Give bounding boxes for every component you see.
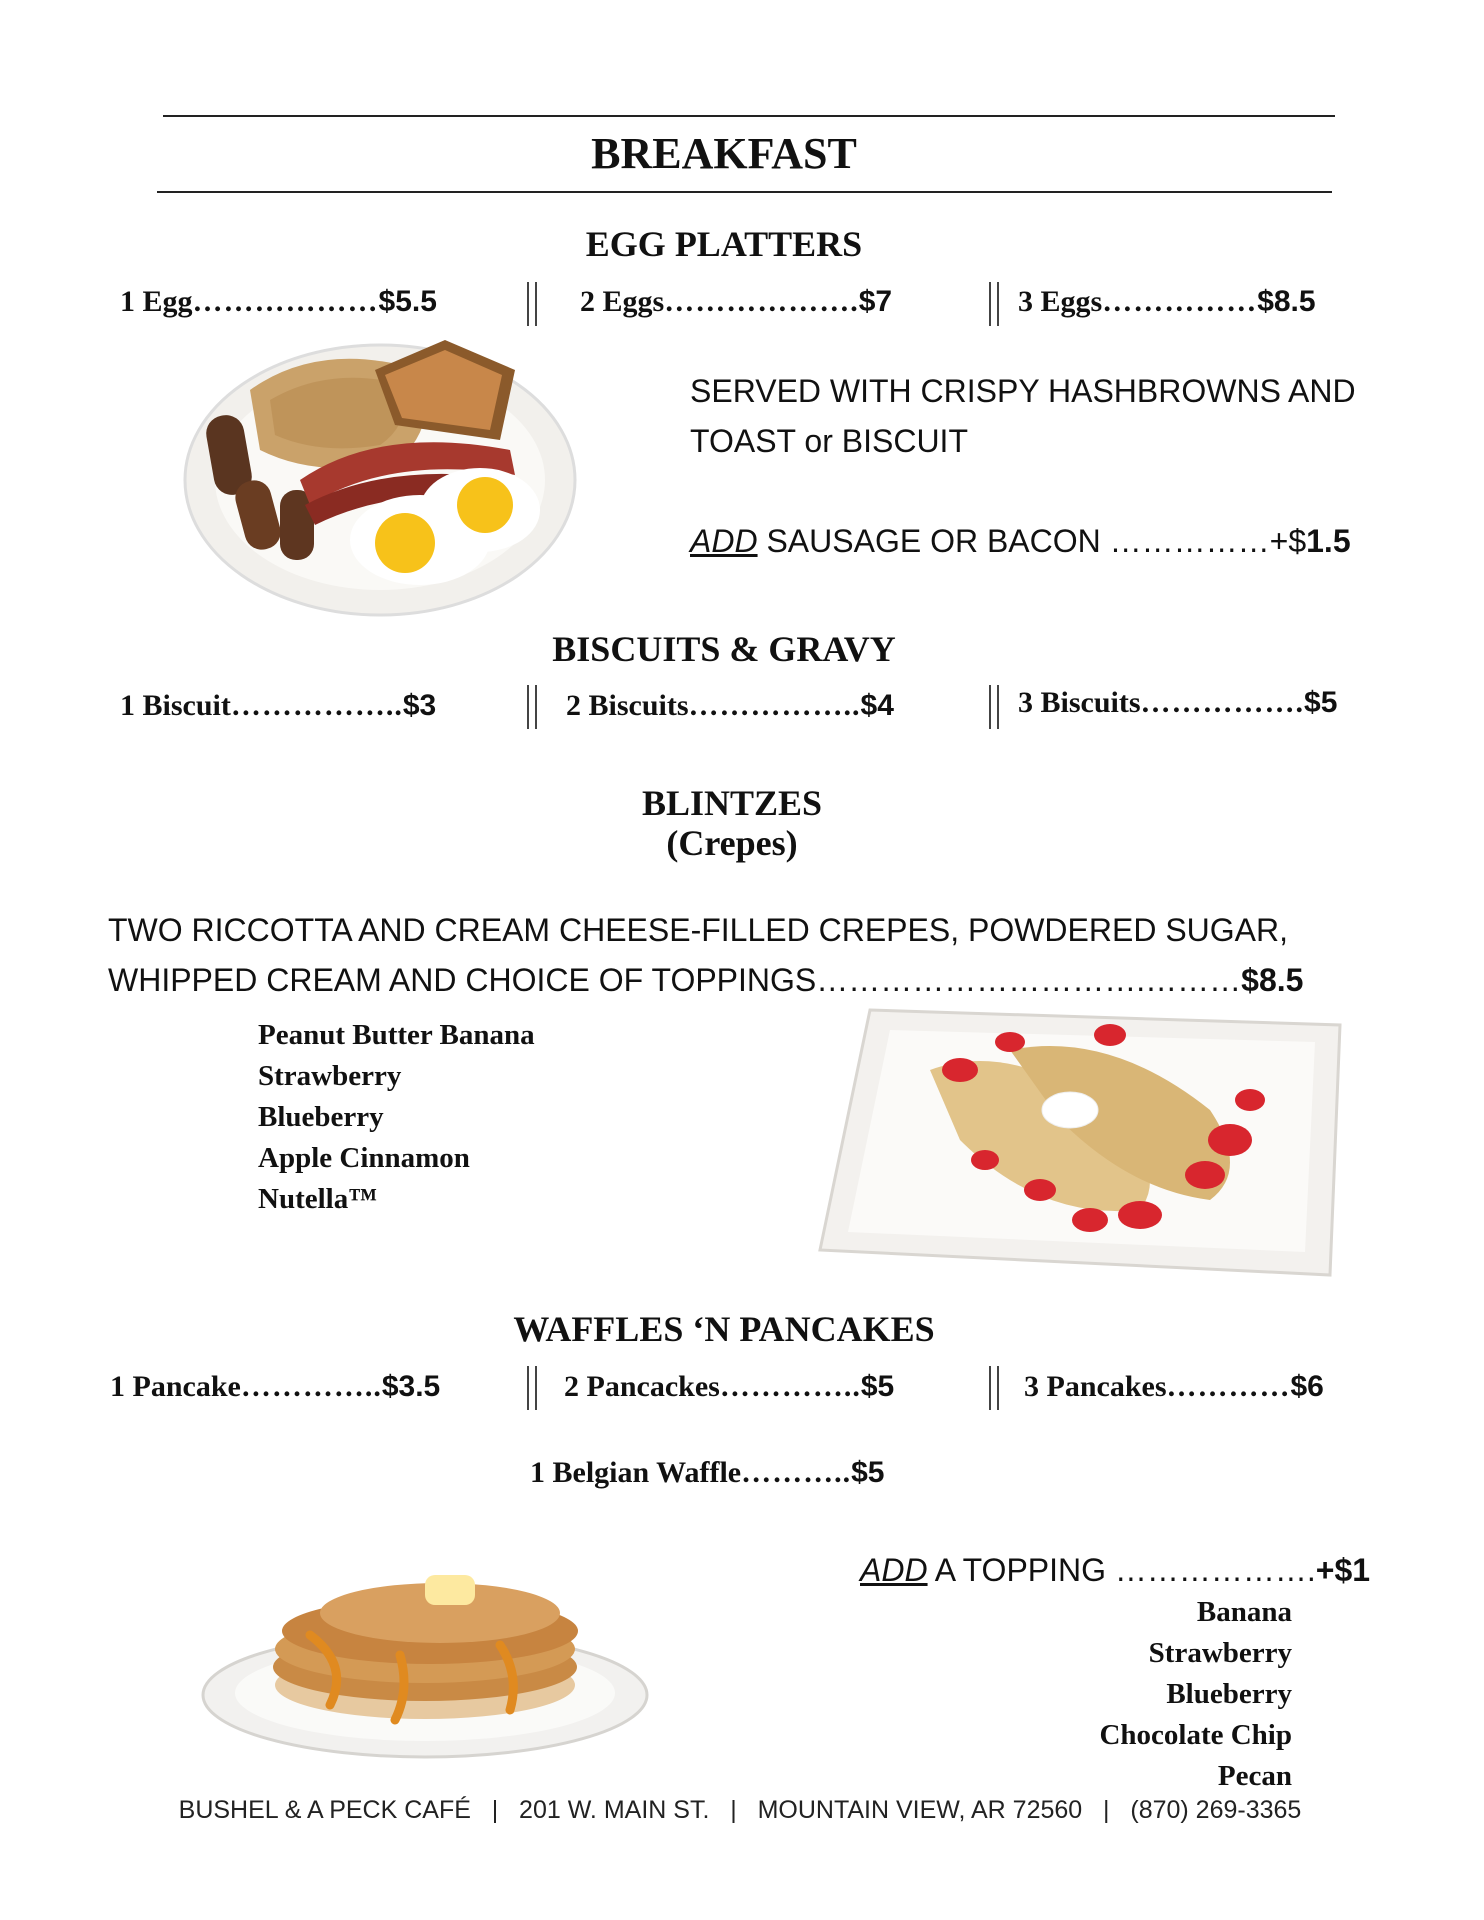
column-separator xyxy=(527,685,537,729)
pancakes-photo xyxy=(200,1545,660,1765)
blintzes-toppings-list xyxy=(258,1015,535,1220)
price-item-2-pancakes: 2 Pancackes…………..$5 xyxy=(564,1370,895,1403)
list-item: Banana xyxy=(1196,1596,1292,1628)
price-item-1-pancake: 1 Pancake…………..$3.5 xyxy=(110,1370,441,1403)
footer-address: BUSHEL & A PECK CAFÉ | 201 W. MAIN ST. | MOUNTAIN VIEW, AR 72560 | (870) 269-3365 xyxy=(178,1796,1302,1824)
price-item-3-eggs: 3 Eggs……………$8.5 xyxy=(1018,285,1316,318)
egg-platters-title: EGG PLATTERS xyxy=(585,224,863,264)
blintzes-description: TWO RICCOTTA AND CREAM CHEESE-FILLED CREPES, POWDERED SUGAR, WHIPPED CREAM AND CHOICE OF TOPPINGS………………………….………$8.5 xyxy=(108,912,1304,998)
waffles-pancakes-title: WAFFLES ‘N PANCAKES xyxy=(513,1309,935,1349)
egg-platter-photo xyxy=(180,330,600,630)
price-item-2-eggs: 2 Eggs……………….$7 xyxy=(580,285,893,318)
price-item-1-egg: 1 Egg………………$5.5 xyxy=(120,285,437,318)
egg-platter-description: SERVED WITH CRISPY HASHBROWNS AND TOAST or BISCUIT xyxy=(690,373,1356,459)
list-item: Peanut Butter Banana xyxy=(258,1019,535,1051)
egg-platter-add-on: ADD SAUSAGE OR BACON ……………+$1.5 xyxy=(690,523,1351,559)
price-item-3-pancakes: 3 Pancakes…………$6 xyxy=(1024,1370,1324,1403)
column-separator xyxy=(527,282,537,326)
list-item: Blueberry xyxy=(1166,1678,1292,1710)
top-rule xyxy=(163,115,1335,117)
waffles-toppings-list xyxy=(980,1592,1292,1797)
column-separator xyxy=(989,1366,999,1410)
column-separator xyxy=(989,685,999,729)
price-item-1-biscuit: 1 Biscuit……………..$3 xyxy=(120,689,437,722)
list-item: Blueberry xyxy=(258,1101,384,1133)
list-item: Strawberry xyxy=(258,1060,402,1092)
column-separator xyxy=(989,282,999,326)
title-underline xyxy=(157,191,1332,193)
price-item-3-biscuits: 3 Biscuits…………….$5 xyxy=(1018,686,1338,719)
blintzes-title: BLINTZES xyxy=(641,783,823,823)
price-item-2-biscuits: 2 Biscuits……………..$4 xyxy=(566,689,894,722)
list-item: Apple Cinnamon xyxy=(258,1142,470,1174)
price-item-belgian-waffle: 1 Belgian Waffle………..$5 xyxy=(530,1456,885,1489)
biscuits-gravy-title: BISCUITS & GRAVY xyxy=(552,629,896,669)
column-separator xyxy=(527,1366,537,1410)
page-title: BREAKFAST xyxy=(591,129,857,178)
waffles-add-topping: ADD A TOPPING ……………….+$1 xyxy=(860,1552,1371,1588)
blintzes-subtitle: (Crepes) xyxy=(666,823,798,863)
list-item: Chocolate Chip xyxy=(1099,1719,1292,1751)
list-item: Pecan xyxy=(1217,1760,1292,1792)
list-item: Strawberry xyxy=(1148,1637,1292,1669)
list-item: Nutella™ xyxy=(258,1183,378,1215)
crepes-photo xyxy=(810,1000,1350,1285)
